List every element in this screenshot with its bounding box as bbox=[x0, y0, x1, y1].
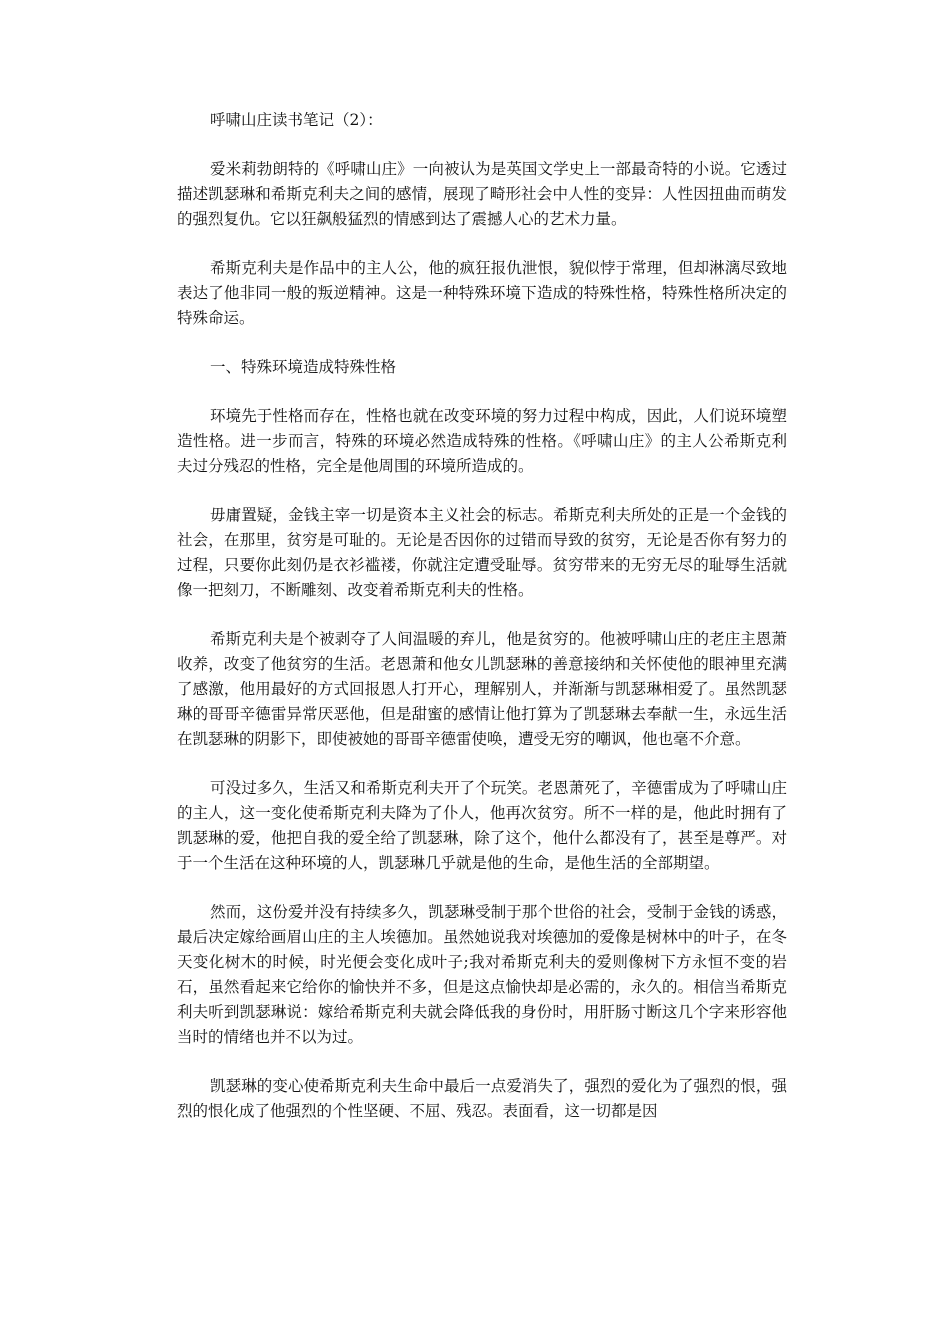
paragraph: 环境先于性格而存在，性格也就在改变环境的努力过程中构成，因此，人们说环境塑造性格。进一步而言，特殊的环境必然造成特殊的性格。《呼啸山庄》的主人公希斯克利夫过分残忍的性格，完全是他周围的环境所造成的。 bbox=[177, 407, 787, 475]
document-body bbox=[177, 108, 787, 1148]
paragraph: 希斯克利夫是个被剥夺了人间温暖的弃儿，他是贫穷的。他被呼啸山庄的老庄主恩萧收养，改变了他贫穷的生活。老恩萧和他女儿凯瑟琳的善意接纳和关怀使他的眼神里充满了感激，他用最好的方式回报恩人打开心，理解别人，并渐渐与凯瑟琳相爱了。虽然凯瑟琳的哥哥辛德雷异常厌恶他，但是甜蜜的感情让他打算为了凯瑟琳去奉献一生，永远生活在凯瑟琳的阴影下，即使被她的哥哥辛德雷使唤，遭受无穷的嘲讽，他也毫不介意。 bbox=[177, 630, 787, 748]
document-title: 呼啸山庄读书笔记（2）： bbox=[210, 111, 383, 129]
paragraph: 毋庸置疑，金钱主宰一切是资本主义社会的标志。希斯克利夫所处的正是一个金钱的社会，在那里，贫穷是可耻的。无论是否因你的过错而导致的贫穷，无论是否你有努力的过程，只要你此刻仍是衣衫褴褛，你就注定遭受耻辱。贫穷带来的无穷无尽的耻辱生活就像一把刻刀，不断雕刻、改变着希斯克利夫的性格。 bbox=[177, 506, 787, 599]
section-heading: 一、特殊环境造成特殊性格 bbox=[210, 358, 397, 376]
paragraph: 然而，这份爱并没有持续多久，凯瑟琳受制于那个世俗的社会，受制于金钱的诱惑，最后决定嫁给画眉山庄的主人埃德加。虽然她说我对埃德加的爱像是树林中的叶子，在冬天变化树木的时候，时光便会变化成叶子;我对希斯克利夫的爱则像树下方永恒不变的岩石，虽然看起来它给你的愉快并不多，但是这点愉快却是必需的，永久的。相信当希斯克利夫听到凯瑟琳说：嫁给希斯克利夫就会降低我的身份时，用肝肠寸断这几个字来形容他当时的情绪也并不以为过。 bbox=[177, 903, 787, 1046]
paragraph: 希斯克利夫是作品中的主人公，他的疯狂报仇泄恨，貌似悖于常理，但却淋漓尽致地表达了他非同一般的叛逆精神。这是一种特殊环境下造成的特殊性格，特殊性格所决定的特殊命运。 bbox=[177, 259, 787, 327]
paragraph: 爱米莉勃朗特的《呼啸山庄》一向被认为是英国文学史上一部最奇特的小说。它透过描述凯瑟琳和希斯克利夫之间的感情，展现了畸形社会中人性的变异：人性因扭曲而萌发的强烈复仇。它以狂飙般猛烈的情感到达了震撼人心的艺术力量。 bbox=[177, 160, 787, 228]
paragraph: 凯瑟琳的变心使希斯克利夫生命中最后一点爱消失了，强烈的爱化为了强烈的恨，强烈的恨化成了他强烈的个性坚硬、不屈、残忍。表面看，这一切都是因 bbox=[177, 1077, 787, 1120]
paragraph: 可没过多久，生活又和希斯克利夫开了个玩笑。老恩萧死了，辛德雷成为了呼啸山庄的主人，这一变化使希斯克利夫降为了仆人，他再次贫穷。所不一样的是，他此时拥有了凯瑟琳的爱，他把自我的爱全给了凯瑟琳，除了这个，他什么都没有了，甚至是尊严。对于一个生活在这种环境的人，凯瑟琳几乎就是他的生命，是他生活的全部期望。 bbox=[177, 779, 787, 872]
